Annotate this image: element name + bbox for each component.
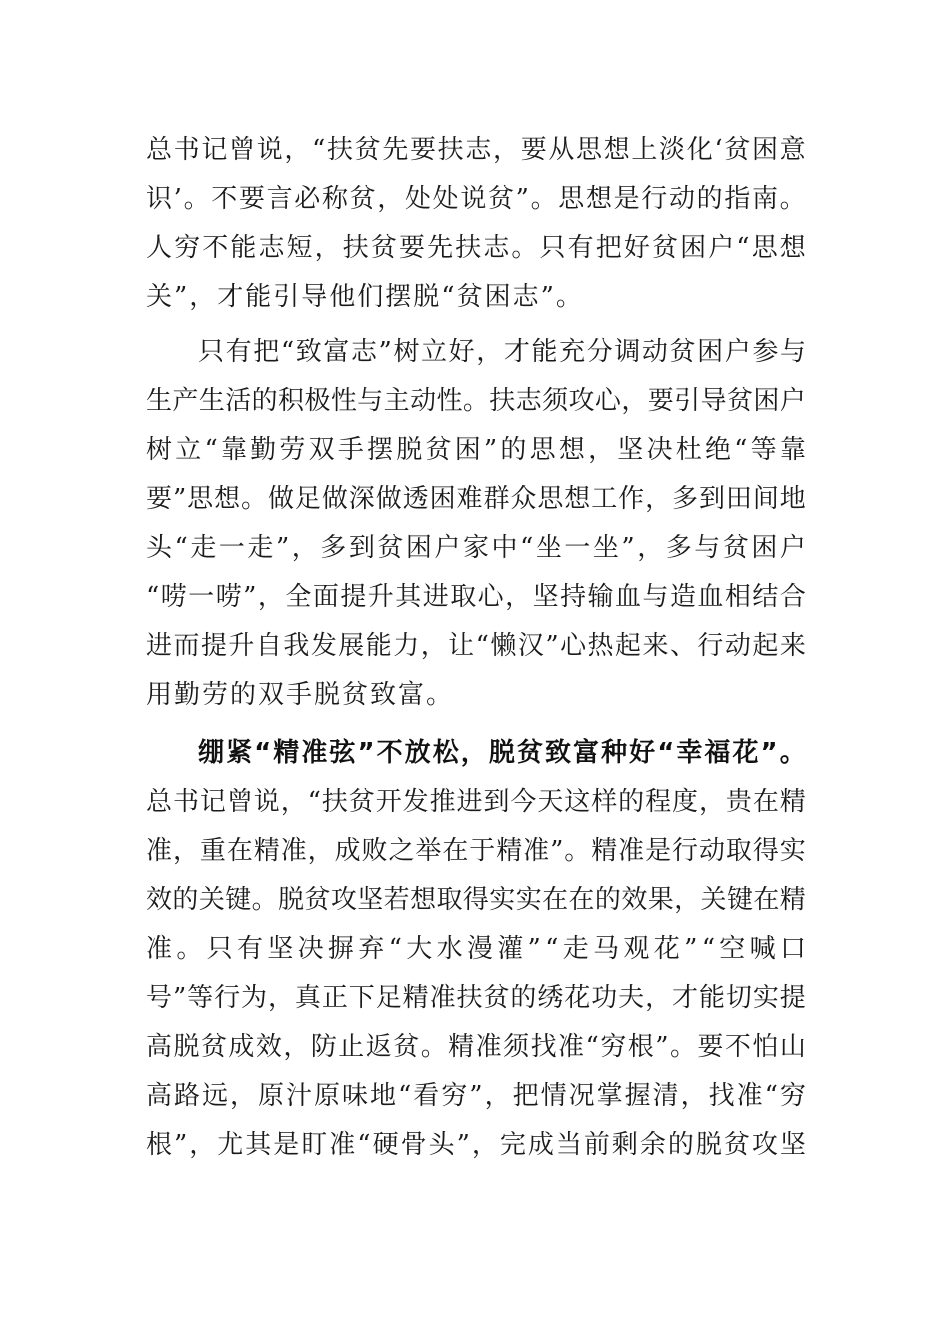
paragraph-line: 生 产 生 活 的 积 极 性 与 主 动 性 。 扶 志 须 攻 心 ， 要 引 导 贫 困 户 [146, 386, 806, 416]
paragraph-line: 用勤劳的双手脱贫致富。 [146, 680, 455, 710]
paragraph-line: 总 书 记 曾 说 ， “ 扶 贫 开 发 推 进 到 今 天 这 样 的 程 度 ， 贵 在 精 [146, 787, 806, 817]
paragraph-line: 要 ” 思 想 。 做 足 做 深 做 透 困 难 群 众 思 想 工 作 ， 多 到 田 间 地 [146, 484, 806, 514]
paragraph-line: 效 的 关 键 。 脱 贫 攻 坚 若 想 取 得 实 实 在 在 的 效 果 ， 关 键 在 精 [146, 885, 806, 915]
paragraph-line: 准 。 只 有 坚 决 摒 弃 “ 大 水 漫 灌 ” “ 走 马 观 花 ” “ 空 喊 口 [146, 934, 806, 964]
paragraph-line: 准 ， 重 在 精 准 ， 成 败 之 举 在 于 精 准 ” 。 精 准 是 行 动 取 得 实 [146, 836, 806, 866]
paragraph-line: 号 ” 等 行 为 ， 真 正 下 足 精 准 扶 贫 的 绣 花 功 夫 ， 才 能 切 实 提 [146, 983, 806, 1013]
paragraph-line: 只 有 把 “ 致 富 志 ” 树 立 好 ， 才 能 充 分 调 动 贫 困 户 参 与 [198, 337, 806, 367]
paragraph-line: 头 “ 走 一 走 ” ， 多 到 贫 困 户 家 中 “ 坐 一 坐 ” ， 多 与 贫 困 户 [146, 533, 806, 563]
paragraph-line: 总 书 记 曾 说 ， “ 扶 贫 先 要 扶 志 ， 要 从 思 想 上 淡 化 ‘ 贫 困 意 [146, 135, 806, 165]
paragraph-line: 关”，才能引导他们摆脱“贫困志”。 [146, 282, 584, 312]
paragraph-line: “ 唠 一 唠 ” ， 全 面 提 升 其 进 取 心 ， 坚 持 输 血 与 造 血 相 结 合 [146, 582, 806, 612]
paragraph-line: 识 ’ 。 不 要 言 必 称 贫 ， 处 处 说 贫 ” 。 思 想 是 行 动 的 指 南 。 [146, 184, 806, 214]
paragraph-line: 高 脱 贫 成 效 ， 防 止 返 贫 。 精 准 须 找 准 “ 穷 根 ” 。 要 不 怕 山 [146, 1032, 806, 1062]
paragraph-line: 高 路 远 ， 原 汁 原 味 地 “ 看 穷 ” ， 把 情 况 掌 握 清 ， 找 准 “ 穷 [146, 1081, 806, 1111]
paragraph-line: 人 穷 不 能 志 短 ， 扶 贫 要 先 扶 志 。 只 有 把 好 贫 困 户 “ 思 想 [146, 233, 806, 263]
section-heading: 绷 紧 “ 精 准 弦 ” 不 放 松 ， 脱 贫 致 富 种 好 “ 幸 福 花 ” 。 [198, 738, 806, 768]
paragraph-line: 进 而 提 升 自 我 发 展 能 力 ， 让 “ 懒 汉 ” 心 热 起 来 、 行 动 起 来 [146, 631, 806, 661]
paragraph-line: 根 ” ， 尤 其 是 盯 准 “ 硬 骨 头 ” ， 完 成 当 前 剩 余 的 脱 贫 攻 坚 [146, 1130, 806, 1160]
paragraph-line: 树 立 “ 靠 勤 劳 双 手 摆 脱 贫 困 ” 的 思 想 ， 坚 决 杜 绝 “ 等 靠 [146, 435, 806, 465]
